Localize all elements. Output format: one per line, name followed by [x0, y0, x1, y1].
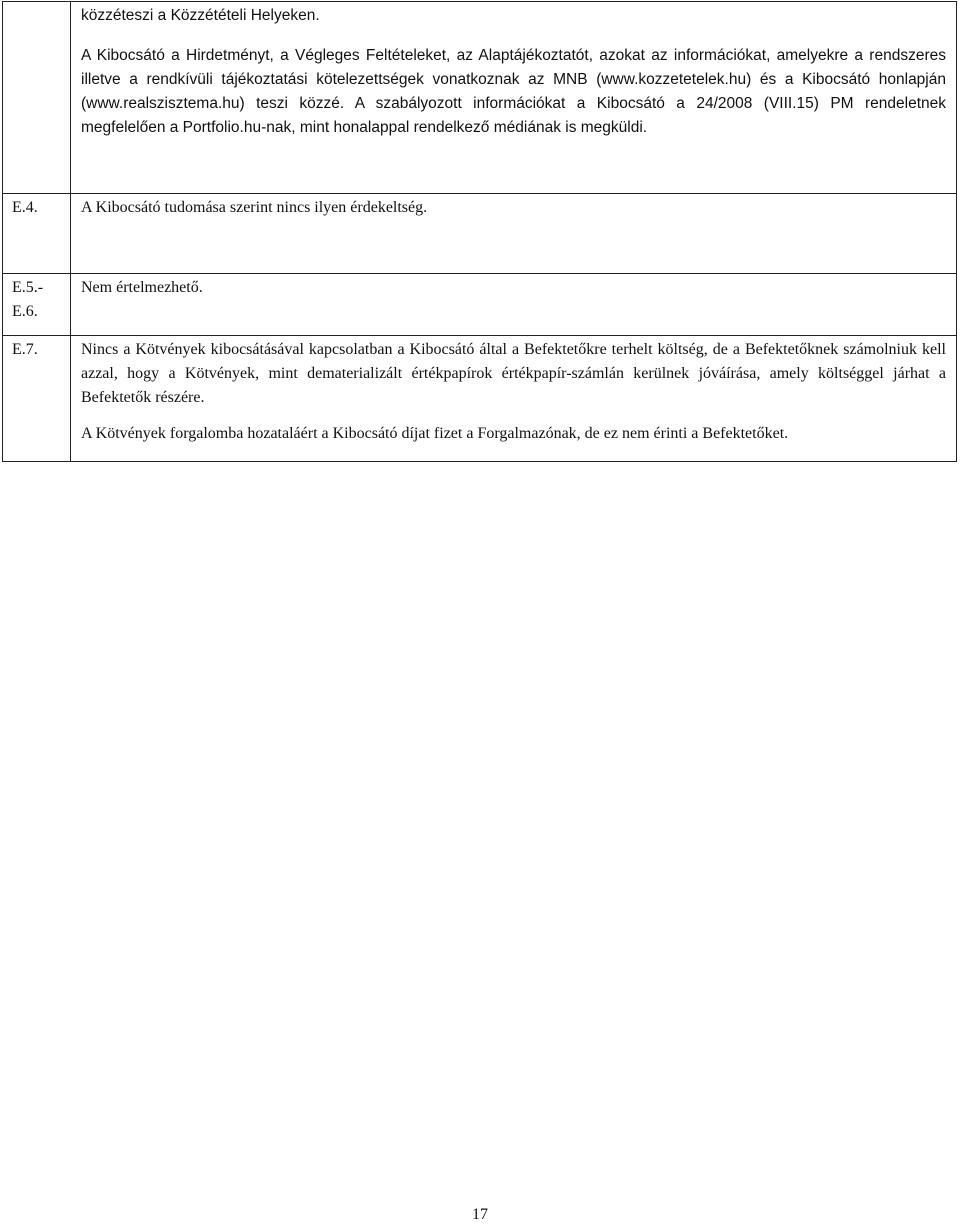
section-label-e5: E.5.-: [12, 279, 44, 296]
label-cell-e4: [3, 194, 71, 274]
section-label-e7: E.7.: [12, 341, 38, 358]
publication-line: közzéteszi a Közzétételi Helyeken.: [81, 7, 320, 24]
e7-paragraph-1: Nincs a Kötvények kibocsátásával kapcsolatban a Kibocsátó által a Befektetőkre terhelt költség, de a Befektetőknek számolniuk kell azzal, hogy a Kötvények, mint dematerializált értékpapírok értékpapír-számlán kerülnek jóváírása, amely költséggel járhat a Befektetők részére.: [81, 341, 946, 406]
page-number: 17: [472, 1206, 488, 1223]
content-cell-e7: [71, 336, 957, 462]
label-cell-empty: [3, 2, 71, 194]
section-label-e4: E.4.: [12, 199, 38, 216]
e4-text: A Kibocsátó tudomása szerint nincs ilyen érdekeltség.: [81, 199, 428, 216]
summary-table: [2, 1, 957, 462]
table-row-e5-e6: [3, 274, 957, 336]
e5-e6-text: Nem értelmezhető.: [81, 279, 203, 296]
label-cell-e5-e6: [3, 274, 71, 336]
table-row-d: [3, 2, 957, 194]
publication-paragraph: A Kibocsátó a Hirdetményt, a Végleges Feltételeket, az Alaptájékoztatót, azokat az információkat, amelyekre a rendszeres illetve a rendkívüli tájékoztatási kötelezettségek vonatkoznak az MNB (www.kozzetetelek.hu) és a Kibocsátó honlapján (www.realszisztema.hu) teszi közzé. A szabályozott információkat a Kibocsátó a 24/2008 (VIII.15) PM rendeletnek megfelelően a Portfolio.hu-nak, mint honalappal rendelkező médiának is megküldi.: [81, 47, 946, 136]
content-cell-e4: [71, 194, 957, 274]
table-row-e4: [3, 194, 957, 274]
e7-paragraph-2: A Kötvények forgalomba hozataláért a Kibocsátó díjat fizet a Forgalmazónak, de ez nem érinti a Befektetőket.: [81, 425, 789, 442]
table-row-e7: [3, 336, 957, 462]
label-cell-e7: [3, 336, 71, 462]
section-label-e6: E.6.: [12, 303, 38, 320]
content-cell-e5-e6: [71, 274, 957, 336]
content-cell-d: [71, 2, 957, 194]
